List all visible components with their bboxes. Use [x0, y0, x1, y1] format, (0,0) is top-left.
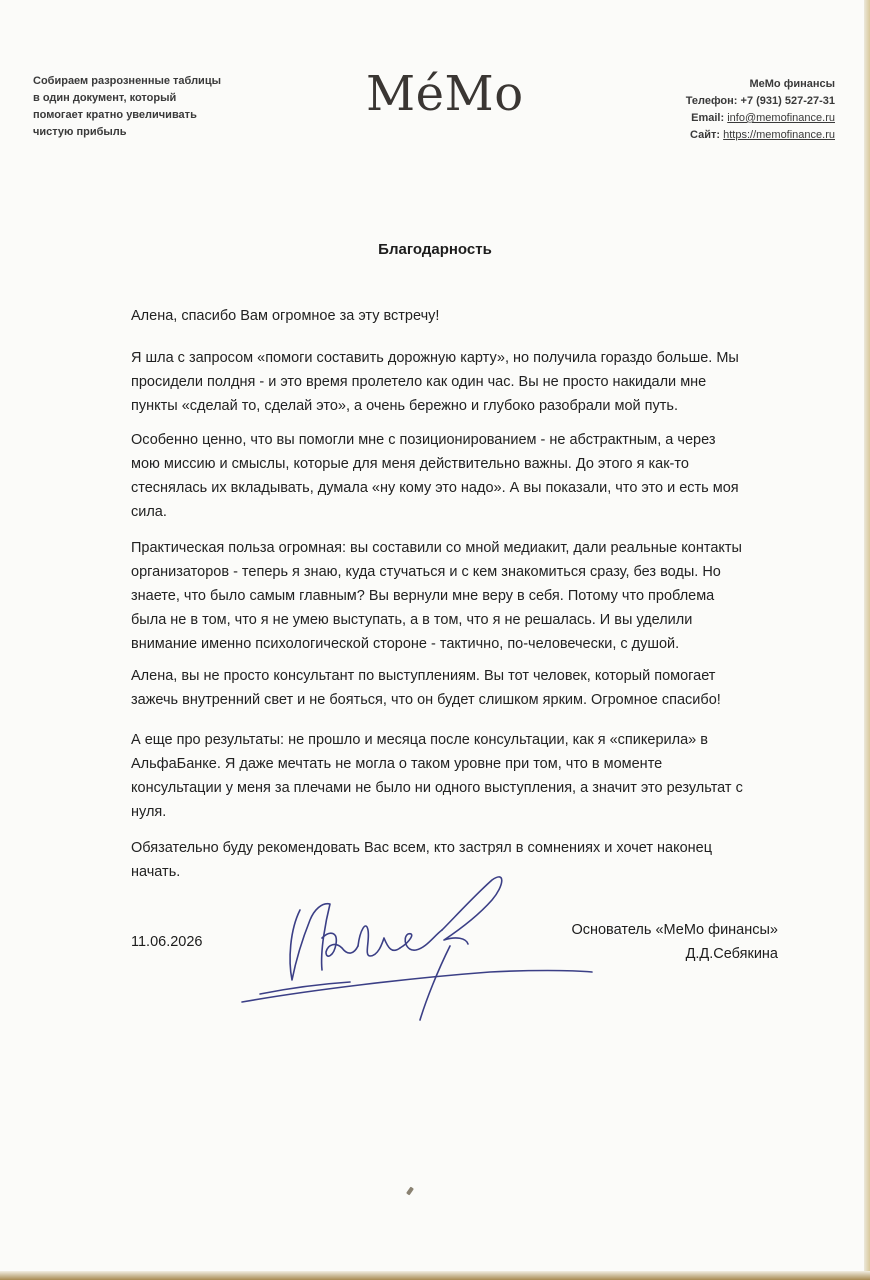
text-line: Я шла с запросом «помоги составить дорожную карту», но получила гораздо больше. Мы — [131, 350, 739, 366]
contact-block — [686, 76, 835, 144]
text-line: Собираем разрозненные таблицы — [33, 75, 221, 87]
text-line: стеснялась их вкладывать, думала «ну кому это надо». А вы показали, что это и есть моя — [131, 480, 739, 496]
paper-edge-right — [864, 0, 870, 1280]
text-line: нуля. — [131, 804, 167, 820]
text-line: Обязательно буду рекомендовать Вас всем, кто застрял в сомнениях и хочет наконец — [131, 840, 713, 856]
text-line: пункты «сделай то, сделай это», а очень бережно и глубоко разобрали мой путь. — [131, 398, 678, 414]
paper-speck — [406, 1187, 414, 1196]
text-line: знаете, что было самым главным? Вы вернули мне веру в себя. Потому что проблема — [131, 588, 715, 604]
text-line: помогает кратно увеличивать — [33, 109, 197, 121]
signer-name: Д.Д.Себякина — [685, 946, 778, 962]
paragraph-request — [131, 346, 791, 418]
phone-number: Телефон: +7 (931) 527-27-31 — [685, 95, 835, 107]
memo-logo: МéМо — [366, 66, 524, 122]
paper-edge-bottom — [0, 1271, 870, 1280]
paragraph-results — [131, 728, 791, 824]
text-line: Особенно ценно, что вы помогли мне с позиционированием - не абстрактным, а через — [131, 432, 716, 448]
text-line: А еще про результаты: не прошло и месяца после консультации, как я «спикерила» в — [131, 732, 708, 748]
email-label: Email: — [691, 112, 728, 124]
signer-block — [571, 918, 778, 966]
text-line: в один документ, который — [33, 92, 177, 104]
text-line: консультации у меня за плечами не было ни одного выступления, а значит это результат с — [131, 780, 743, 796]
paragraph-positioning — [131, 428, 791, 524]
paragraph-consultant — [131, 664, 791, 712]
text-line: начать. — [131, 864, 181, 880]
text-line: Практическая польза огромная: вы составили со мной медиакит, дали реальные контакты — [131, 540, 742, 556]
greeting-paragraph — [131, 304, 791, 328]
site-link[interactable]: https://memofinance.ru — [723, 129, 835, 141]
text-line: АльфаБанке. Я даже мечтать не могла о таком уровне при том, что в моменте — [131, 756, 663, 772]
company-tagline — [33, 73, 243, 141]
company-name: МеМо финансы — [749, 78, 835, 90]
site-line — [686, 127, 835, 144]
text-line: внимание именно психологической стороне - тактично, по-человечески, с душой. — [131, 636, 680, 652]
signer-role: Основатель «МеМо финансы» — [571, 922, 778, 938]
text-line: организаторов - теперь я знаю, куда стучаться и с кем знакомиться сразу, без воды. Но — [131, 564, 721, 580]
paragraph-practical — [131, 536, 791, 656]
text-line: просидели полдня - и это время пролетело как один час. Вы не просто накидали мне — [131, 374, 707, 390]
text-line: Алена, вы не просто консультант по выступлениям. Вы тот человек, который помогает — [131, 668, 716, 684]
text-line: сила. — [131, 504, 167, 520]
letter-title: Благодарность — [378, 241, 492, 258]
email-line — [686, 110, 835, 127]
text-line: зажечь внутренний свет и не бояться, что он будет слишком ярким. Огромное спасибо! — [131, 692, 721, 708]
text-line: мою миссию и смыслы, которые для меня действительно важны. До этого я как-то — [131, 456, 689, 472]
letter-date: 11.06.2026 — [131, 934, 203, 950]
text-line: чистую прибыль — [33, 126, 127, 138]
site-label: Сайт: — [690, 129, 724, 141]
text-line: была не в том, что я не умею выступать, а в том, что я не решалась. И вы уделили — [131, 612, 693, 628]
text-line: Алена, спасибо Вам огромное за эту встречу! — [131, 308, 440, 324]
email-link[interactable]: info@memofinance.ru — [727, 112, 835, 124]
handwritten-signature — [230, 860, 610, 1040]
